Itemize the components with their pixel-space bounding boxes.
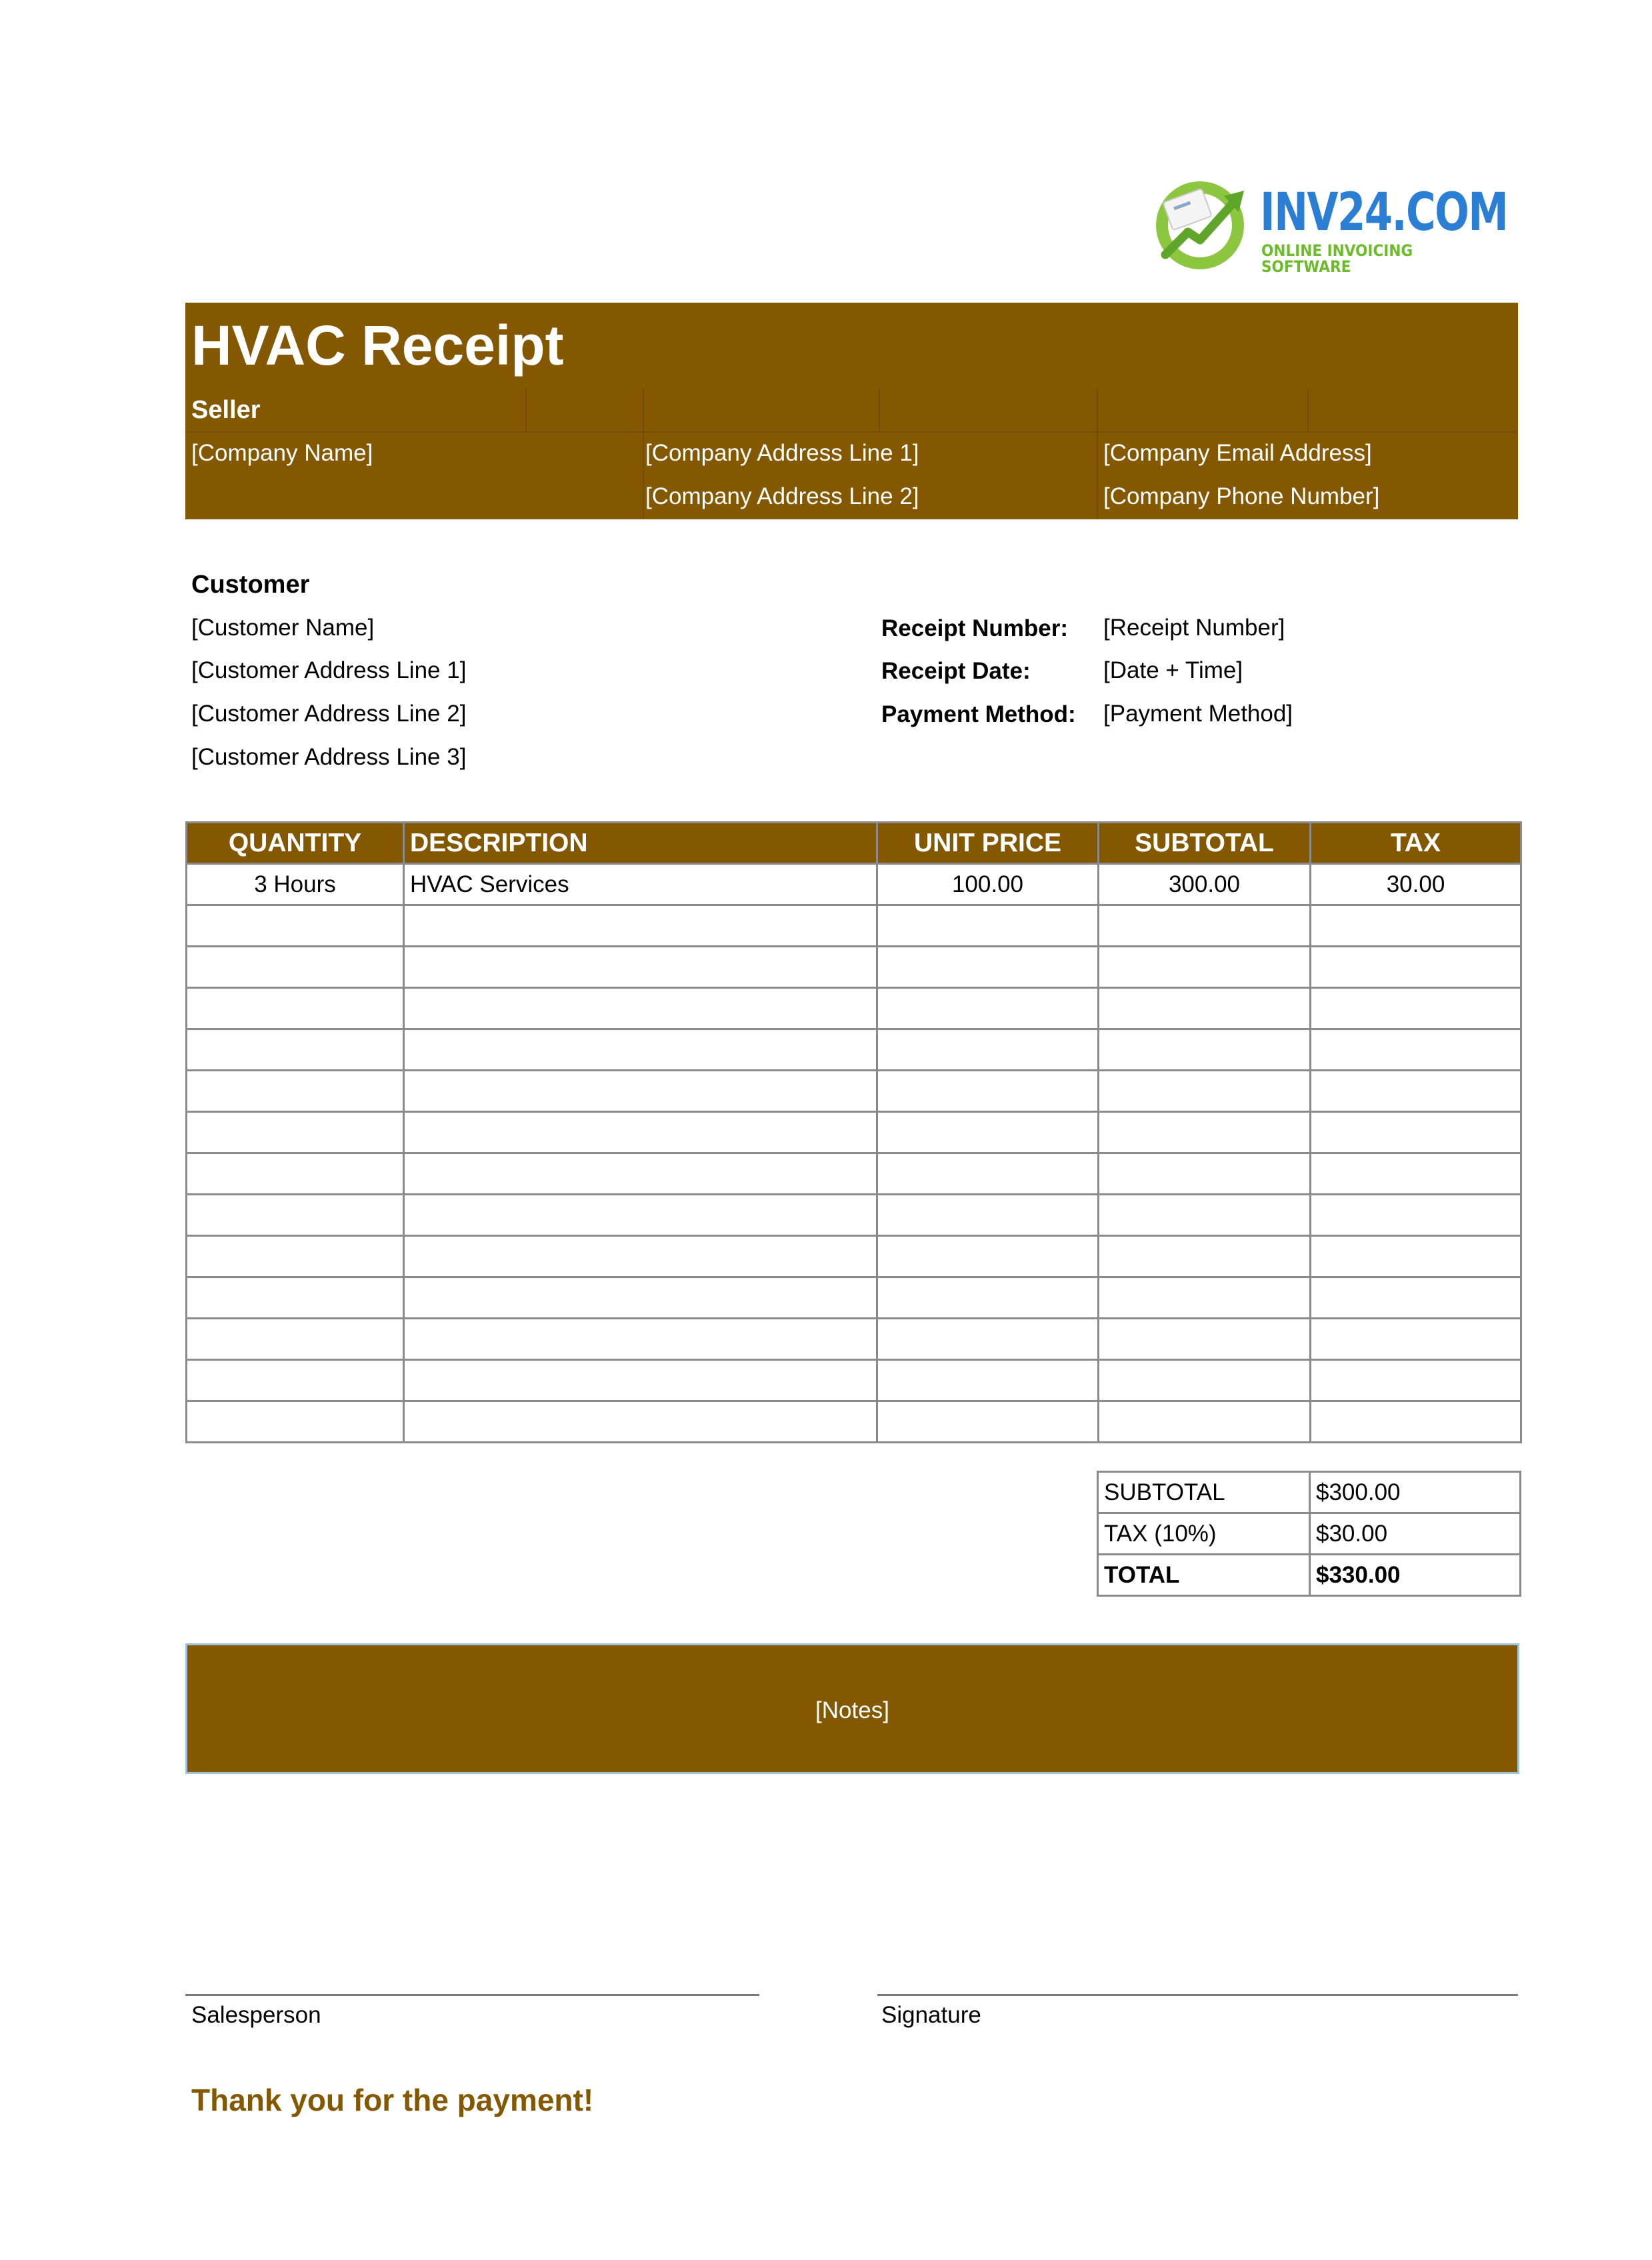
signature-line [877,1994,1518,1996]
customer-label: Customer [191,571,310,599]
header-grid-line [879,388,880,431]
notes-text: [Notes] [815,1697,889,1723]
header-grid-line [1307,388,1309,431]
company-address-line-2: [Company Address Line 2] [645,483,919,509]
column-header-tax: TAX [1311,823,1521,864]
cell-subtotal [1099,1195,1311,1236]
customer-address-line-2: [Customer Address Line 2] [191,701,467,727]
cell-quantity [187,1153,404,1195]
column-header-quantity: QUANTITY [187,823,404,864]
cell-subtotal [1099,1236,1311,1277]
company-logo [1147,160,1508,276]
cell-unit-price [877,1277,1099,1319]
payment-method-label: Payment Method: [881,701,1076,727]
cell-subtotal [1099,1401,1311,1443]
customer-address-line-3: [Customer Address Line 3] [191,744,467,770]
table-row [187,1360,1521,1401]
tax-row [1098,1513,1521,1555]
cell-description [404,1029,877,1071]
table-header-row [187,823,1521,864]
payment-method-value: [Payment Method] [1103,701,1293,727]
cell-quantity [187,1319,404,1360]
customer-name: [Customer Name] [191,615,375,641]
subtotal-row [1098,1472,1521,1513]
totals-table [1097,1471,1521,1597]
company-address-line-1: [Company Address Line 1] [645,440,919,466]
cell-unit-price [877,1401,1099,1443]
tax-value: $30.00 [1310,1513,1521,1555]
cell-unit-price [877,905,1099,947]
logo-tagline: ONLINE INVOICING SOFTWARE [1261,241,1413,276]
cell-subtotal [1099,1071,1311,1112]
cell-unit-price [877,1319,1099,1360]
table-row [187,1236,1521,1277]
salesperson-signature-line [185,1994,759,1996]
cell-description [404,905,877,947]
tax-label: TAX (10%) [1098,1513,1310,1555]
salesperson-label: Salesperson [191,2002,321,2028]
cell-quantity: 3 Hours [187,864,404,905]
receipt-date-label: Receipt Date: [881,658,1031,684]
cell-quantity [187,1277,404,1319]
cell-description [404,1401,877,1443]
cell-unit-price [877,1071,1099,1112]
cell-description [404,1236,877,1277]
header-band [185,303,1518,519]
cell-tax [1311,1029,1521,1071]
page-title: HVAC Receipt [191,314,564,377]
cell-tax [1311,1071,1521,1112]
total-label: TOTAL [1098,1555,1310,1596]
receipt-number-label: Receipt Number: [881,615,1069,641]
cell-description [404,1112,877,1153]
cell-subtotal: 300.00 [1099,864,1311,905]
cell-quantity [187,1029,404,1071]
cell-quantity [187,1360,404,1401]
cell-subtotal [1099,1360,1311,1401]
table-row [187,1195,1521,1236]
cell-unit-price [877,988,1099,1029]
company-name: [Company Name] [191,440,373,466]
cell-tax [1311,1153,1521,1195]
table-row [187,864,1521,905]
cell-subtotal [1099,1277,1311,1319]
logo-mark-icon [1147,173,1253,273]
cell-description [404,1153,877,1195]
cell-unit-price [877,947,1099,988]
cell-subtotal [1099,1319,1311,1360]
seller-label: Seller [191,396,261,424]
cell-unit-price [877,1029,1099,1071]
cell-tax [1311,1360,1521,1401]
cell-quantity [187,905,404,947]
cell-description: HVAC Services [404,864,877,905]
total-row [1098,1555,1521,1596]
cell-tax [1311,905,1521,947]
cell-description [404,947,877,988]
cell-tax [1311,1195,1521,1236]
header-grid-line [525,388,527,431]
table-row [187,947,1521,988]
receipt-number-value: [Receipt Number] [1103,615,1285,641]
cell-tax [1311,947,1521,988]
subtotal-label: SUBTOTAL [1098,1472,1310,1513]
cell-unit-price [877,1360,1099,1401]
table-row [187,1029,1521,1071]
cell-quantity [187,1401,404,1443]
table-row [187,905,1521,947]
cell-subtotal [1099,947,1311,988]
customer-address-line-1: [Customer Address Line 1] [191,657,467,683]
cell-tax [1311,1319,1521,1360]
cell-subtotal [1099,1029,1311,1071]
company-email: [Company Email Address] [1103,440,1372,466]
cell-subtotal [1099,1112,1311,1153]
table-row [187,1319,1521,1360]
cell-description [404,1277,877,1319]
cell-quantity [187,947,404,988]
table-row [187,1401,1521,1443]
table-row [187,1071,1521,1112]
cell-quantity [187,1195,404,1236]
cell-description [404,1319,877,1360]
cell-quantity [187,988,404,1029]
cell-unit-price [877,1195,1099,1236]
table-row [187,1153,1521,1195]
cell-subtotal [1099,988,1311,1029]
header-grid-line [643,388,644,519]
thank-you-message: Thank you for the payment! [191,2083,594,2117]
cell-subtotal [1099,1153,1311,1195]
cell-unit-price [877,1236,1099,1277]
table-row [187,1277,1521,1319]
cell-tax [1311,988,1521,1029]
cell-unit-price: 100.00 [877,864,1099,905]
line-items-table [185,821,1522,1443]
subtotal-value: $300.00 [1310,1472,1521,1513]
cell-description [404,1195,877,1236]
column-header-subtotal: SUBTOTAL [1099,823,1311,864]
table-row [187,1112,1521,1153]
total-value: $330.00 [1310,1555,1521,1596]
cell-subtotal [1099,905,1311,947]
cell-description [404,988,877,1029]
column-header-description: DESCRIPTION [404,823,877,864]
company-phone: [Company Phone Number] [1103,483,1380,509]
logo-name: INV24.COM [1260,183,1508,243]
notes-box [185,1643,1519,1774]
cell-unit-price [877,1112,1099,1153]
cell-description [404,1360,877,1401]
header-grid-line [1097,388,1098,519]
cell-tax [1311,1277,1521,1319]
cell-unit-price [877,1153,1099,1195]
column-header-unit-price: UNIT PRICE [877,823,1099,864]
signature-label: Signature [881,2002,981,2028]
cell-quantity [187,1071,404,1112]
cell-description [404,1071,877,1112]
cell-tax [1311,1401,1521,1443]
receipt-date-value: [Date + Time] [1103,657,1243,683]
cell-tax [1311,1112,1521,1153]
table-row [187,988,1521,1029]
header-grid-line [185,431,1518,433]
cell-quantity [187,1112,404,1153]
cell-tax [1311,1236,1521,1277]
cell-quantity [187,1236,404,1277]
cell-tax: 30.00 [1311,864,1521,905]
